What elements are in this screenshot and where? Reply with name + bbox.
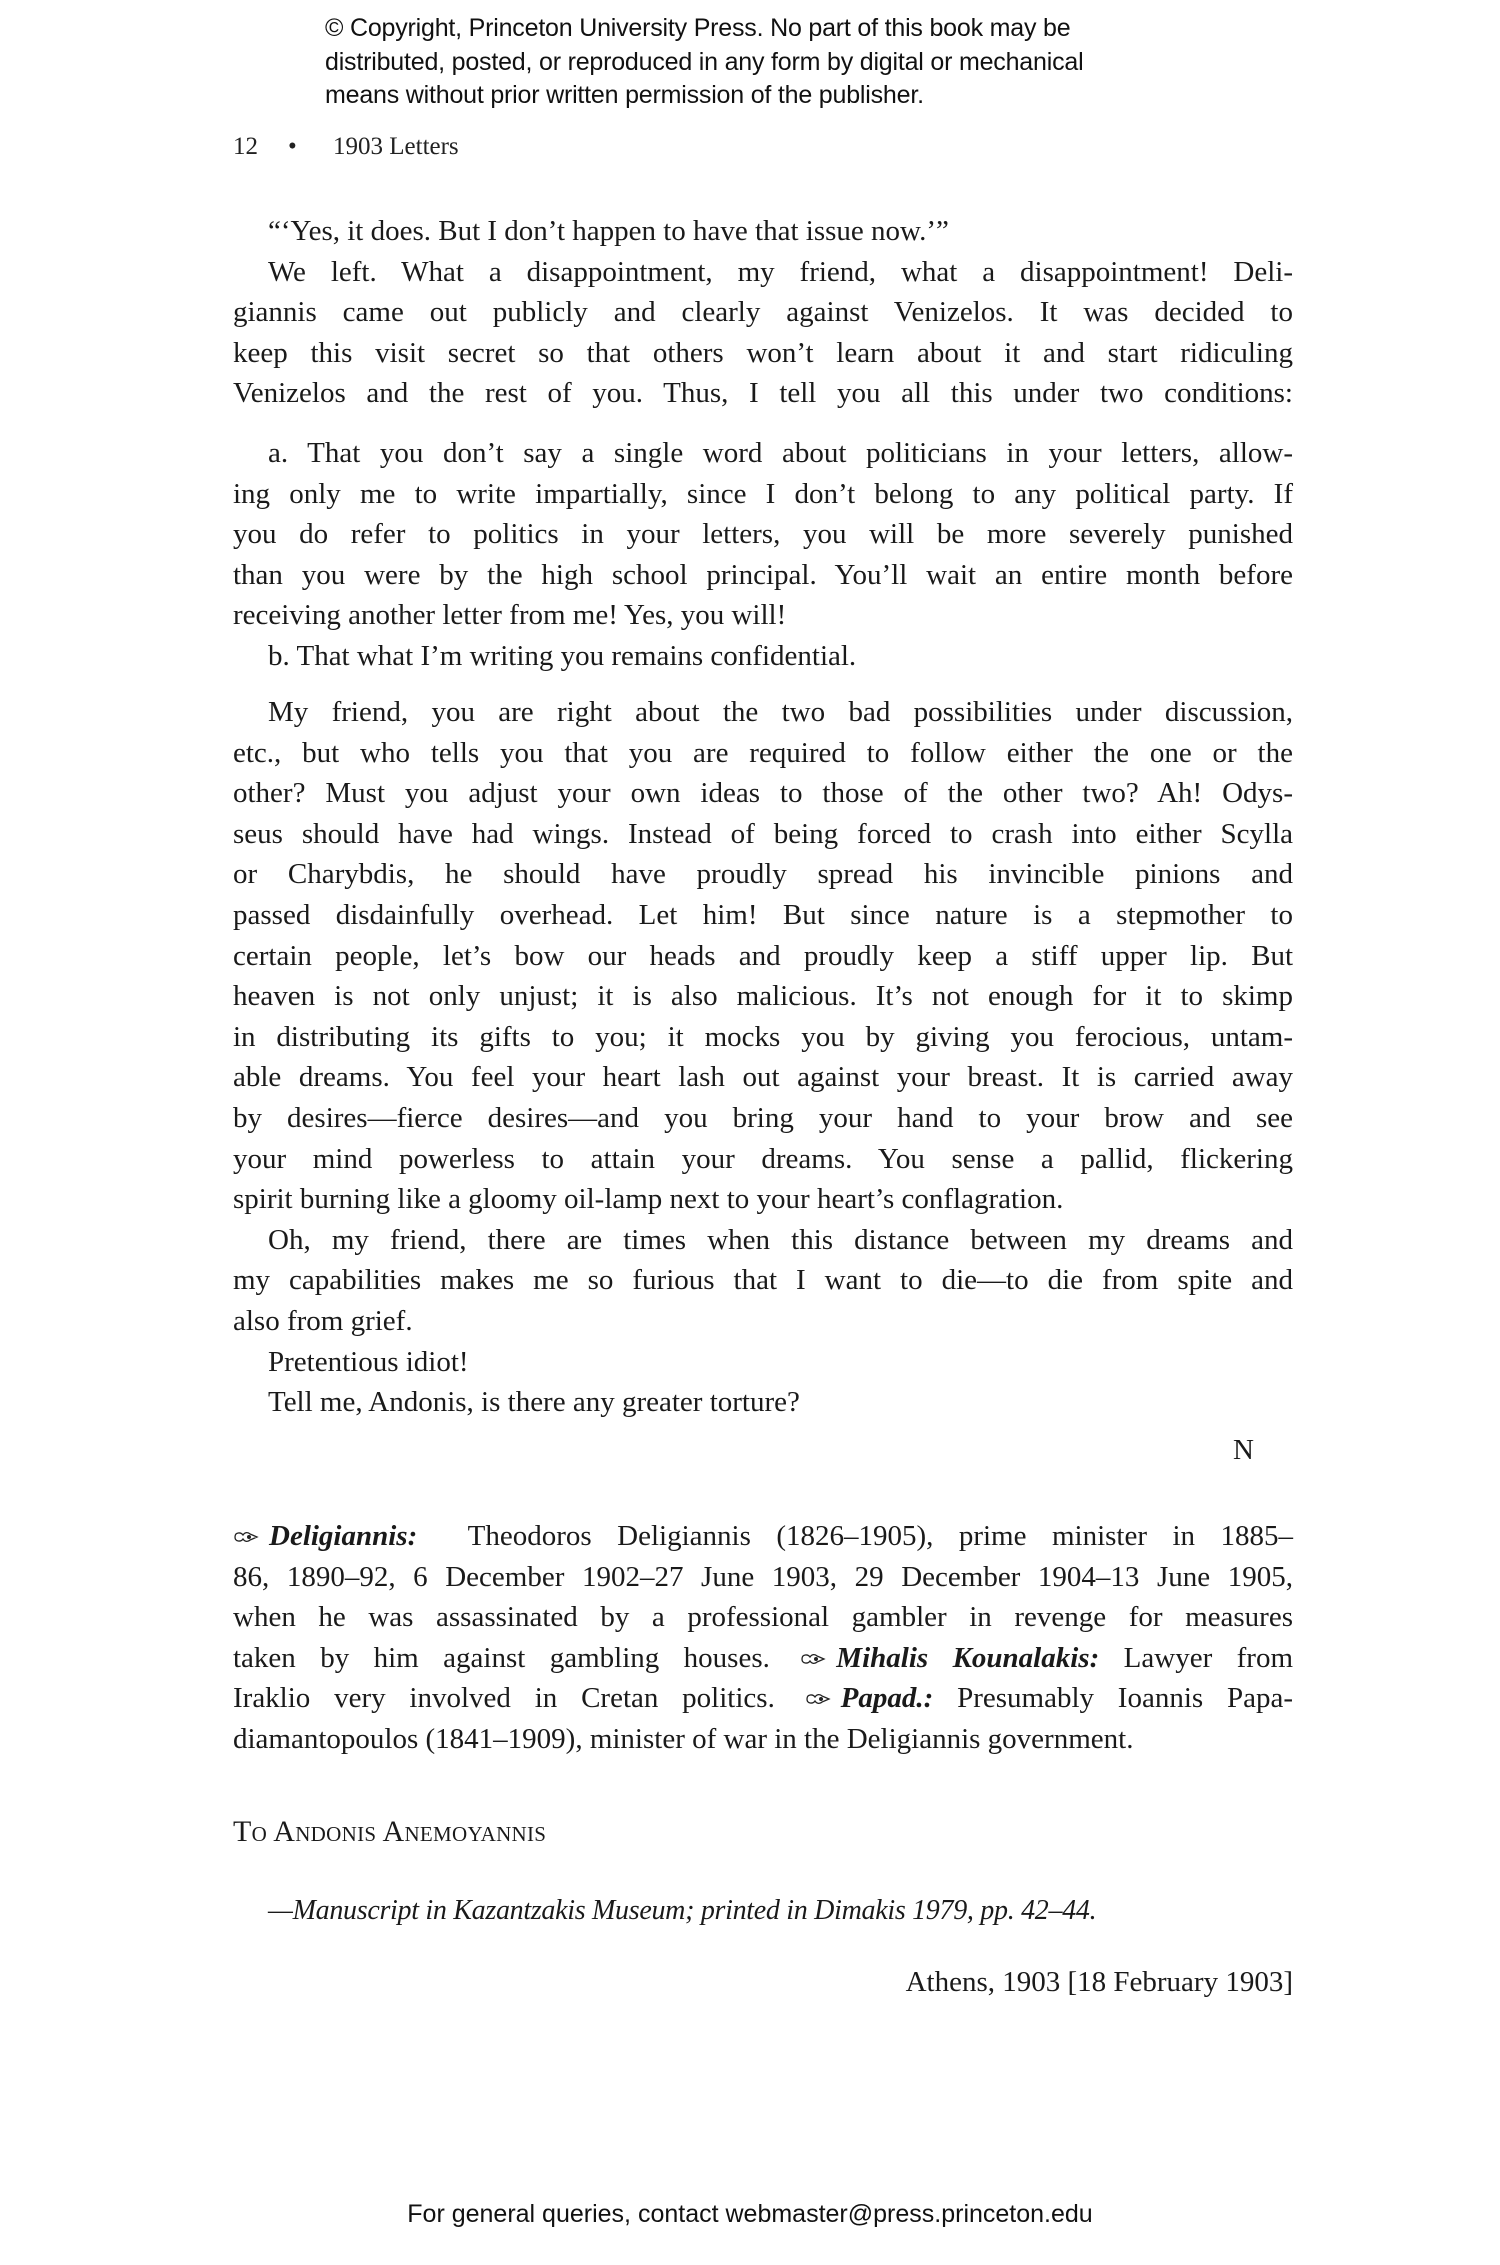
text-line: We left. What a disappointment, my friend, what a disappointment! Deli-	[268, 255, 1293, 288]
text-line: or Charybdis, he should have proudly spread his invincible pinions and	[233, 858, 1293, 891]
condition-a-line: a. That you don’t say a single word about politicians in your letters, allow-	[268, 437, 1293, 469]
footnote-term-papad: Papad.:	[840, 1682, 934, 1715]
text-line: in distributing its gifts to you; it mocks you by giving you ferocious, untam-	[233, 1020, 1293, 1053]
footnote-pointer-icon	[800, 1652, 826, 1666]
footnote-text: Theodoros Deligiannis (1826–1905), prime minister in 1885–	[467, 1520, 1293, 1552]
text-line: Oh, my friend, there are times when this distance between my dreams and	[268, 1223, 1293, 1256]
conditions-list	[233, 433, 1293, 677]
footnote-term-deligiannis: Deligiannis:	[269, 1520, 418, 1552]
footnote-text: Lawyer from	[1123, 1641, 1294, 1674]
text-line: able dreams. You feel your heart lash out against your breast. It is carried away	[233, 1061, 1293, 1094]
text-line: other? Must you adjust your own ideas to those of the other two? Ah! Odys-	[233, 777, 1293, 810]
page-number: 12	[233, 133, 258, 160]
text-line: Venizelos and the rest of you. Thus, I tell you all this under two conditions:	[233, 377, 1293, 410]
text-line: seus should have had wings. Instead of being forced to crash into either Scylla	[233, 817, 1293, 850]
text-line: also from grief.	[233, 1304, 413, 1337]
footnote-line	[233, 1678, 1293, 1719]
footnote-text: taken by him against gambling houses.	[233, 1641, 770, 1674]
footnote-line: 86, 1890–92, 6 December 1902–27 June 1903, 29 December 1904–13 June 1905,	[233, 1560, 1293, 1593]
text-line: my capabilities makes me so furious that I want to die—to die from spite and	[233, 1264, 1293, 1297]
letter-paragraph-block-3	[233, 692, 1293, 1423]
text-line: by desires—fierce desires—and you bring your hand to your brow and see	[233, 1101, 1293, 1134]
text-line: receiving another letter from me! Yes, you will!	[233, 599, 787, 632]
letter-recipient-heading: To Andonis Anemoyannis	[233, 1815, 547, 1848]
footnote-line: diamantopoulos (1841–1909), minister of war in the Deligiannis government.	[233, 1722, 1134, 1755]
footer-contact: For general queries, contact webmaster@press.princeton.edu	[407, 2200, 1093, 2228]
footnote-pointer-icon	[805, 1692, 831, 1706]
text-line: “‘Yes, it does. But I don’t happen to have that issue now.’”	[268, 215, 949, 247]
condition-b-line: b. That what I’m writing you remains confidential.	[268, 639, 857, 672]
signature-initial: N	[1233, 1434, 1254, 1466]
footnote-line	[233, 1516, 1293, 1557]
footnote-term-kounalakis: Mihalis Kounalakis:	[836, 1641, 1100, 1674]
text-line: etc., but who tells you that you are required to follow either the one or the	[233, 736, 1293, 769]
text-line: you do refer to politics in your letters, you will be more severely punished	[233, 518, 1293, 551]
text-line: heaven is not only unjust; it is also malicious. It’s not enough for it to skimp	[233, 980, 1293, 1013]
footnote-line: when he was assassinated by a professional gambler in revenge for measures	[233, 1601, 1293, 1634]
copyright-line: means without prior written permission of the publisher.	[325, 81, 924, 109]
footnote-text: Presumably Ioannis Papa-	[957, 1682, 1294, 1715]
footnote-line	[233, 1638, 1293, 1679]
text-line: giannis came out publicly and clearly against Venizelos. It was decided to	[233, 296, 1293, 329]
bullet-separator: •	[288, 133, 297, 160]
running-head-title: 1903 Letters	[333, 133, 459, 160]
letter-source-note: —Manuscript in Kazantzakis Museum; printed in Dimakis 1979, pp. 42–44.	[268, 1895, 1097, 1926]
copyright-line: distributed, posted, or reproduced in any form by digital or mechanical	[325, 47, 1084, 76]
text-line: My friend, you are right about the two bad possibilities under discussion,	[268, 696, 1293, 728]
running-head	[233, 133, 459, 161]
text-line: keep this visit secret so that others won’t learn about it and start ridiculing	[233, 336, 1293, 369]
text-line: Tell me, Andonis, is there any greater torture?	[268, 1386, 800, 1419]
text-line: your mind powerless to attain your dreams. You sense a pallid, flickering	[233, 1142, 1293, 1175]
footnote-pointer-icon	[233, 1530, 259, 1544]
letter-paragraph-block-1	[233, 211, 1293, 414]
copyright-notice	[325, 12, 1225, 113]
letter-dateline: Athens, 1903 [18 February 1903]	[905, 1966, 1293, 1998]
footnote-text: Iraklio very involved in Cretan politics.	[233, 1682, 775, 1715]
text-line: passed disdainfully overhead. Let him! But since nature is a stepmother to	[233, 898, 1293, 931]
text-line: spirit burning like a gloomy oil-lamp next to your heart’s conflagration.	[233, 1183, 1064, 1216]
copyright-line: © Copyright, Princeton University Press. No part of this book may be	[325, 14, 1071, 42]
text-line: than you were by the high school principal. You’ll wait an entire month before	[233, 558, 1293, 591]
text-line: Pretentious idiot!	[268, 1345, 469, 1378]
footnotes	[233, 1516, 1293, 1760]
text-line: ing only me to write impartially, since I don’t belong to any political party. If	[233, 477, 1293, 510]
text-line: certain people, let’s bow our heads and proudly keep a stiff upper lip. But	[233, 939, 1293, 972]
